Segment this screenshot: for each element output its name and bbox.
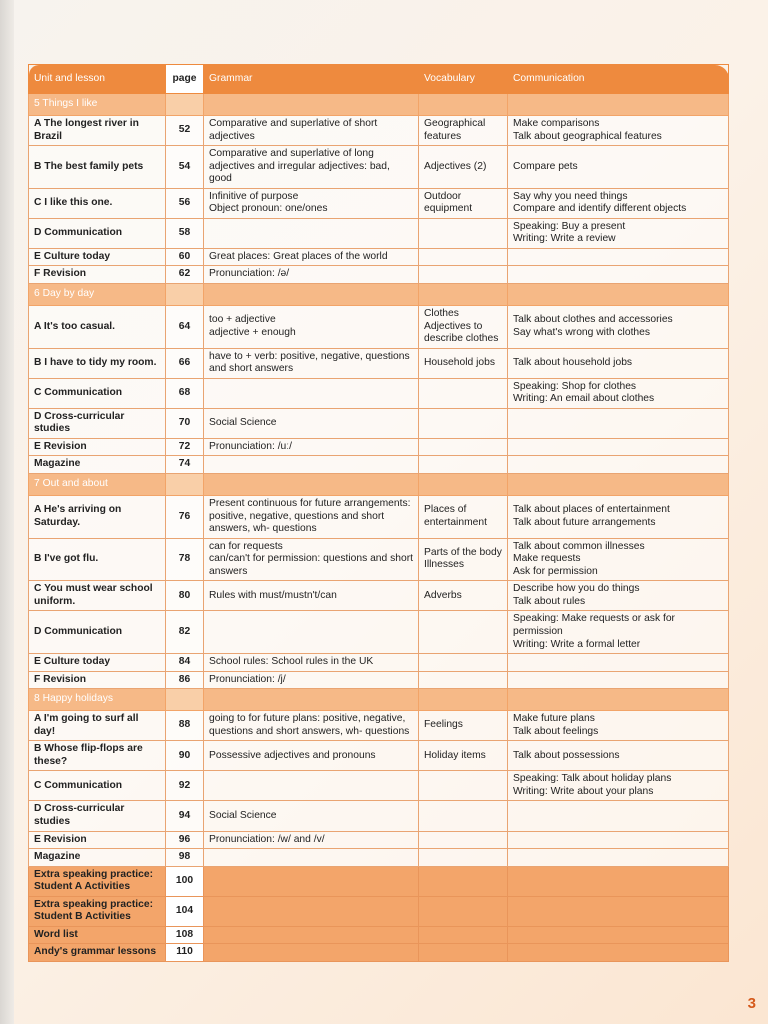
- cell-line: Writing: Write about your plans: [513, 785, 654, 797]
- lesson-row: [29, 378, 729, 408]
- lesson-vocabulary: [419, 188, 508, 218]
- lesson-vocabulary: [419, 496, 508, 539]
- section-blank-cell: [508, 94, 729, 116]
- lesson-grammar: [204, 671, 419, 689]
- lesson-communication: [508, 611, 729, 654]
- cell-line: adjective + enough: [209, 326, 296, 338]
- extra-page: 108: [166, 926, 204, 944]
- lesson-title: C Communication: [29, 378, 166, 408]
- section-blank-cell: [508, 284, 729, 306]
- extra-page: 110: [166, 944, 204, 962]
- lesson-grammar: [204, 456, 419, 474]
- lesson-communication: [508, 218, 729, 248]
- extra-blank-cell: [508, 944, 729, 962]
- lesson-grammar: [204, 711, 419, 741]
- cell-line: Ask for permission: [513, 565, 598, 577]
- lesson-row: [29, 771, 729, 801]
- lesson-page: 90: [166, 741, 204, 771]
- lesson-page: 88: [166, 711, 204, 741]
- extra-page: 100: [166, 866, 204, 896]
- lesson-communication: [508, 711, 729, 741]
- cell-line: Social Science: [209, 417, 277, 429]
- lesson-vocabulary: [419, 438, 508, 456]
- lesson-grammar: [204, 741, 419, 771]
- lesson-vocabulary: [419, 741, 508, 771]
- lesson-row: [29, 801, 729, 831]
- cell-line: Outdoor equipment: [424, 190, 473, 215]
- lesson-page: 56: [166, 188, 204, 218]
- lesson-row: [29, 116, 729, 146]
- lesson-page: 70: [166, 408, 204, 438]
- cell-line: Places of entertainment: [424, 504, 487, 528]
- lesson-vocabulary: [419, 581, 508, 611]
- lesson-row: [29, 831, 729, 849]
- header-communication: Communication: [508, 65, 729, 94]
- section-title: 5 Things I like: [29, 94, 166, 116]
- lesson-title: C I like this one.: [29, 188, 166, 218]
- lesson-row: [29, 188, 729, 218]
- lesson-row: [29, 438, 729, 456]
- lesson-communication: [508, 771, 729, 801]
- lesson-row: [29, 248, 729, 266]
- lesson-vocabulary: [419, 378, 508, 408]
- cell-line: Say what's wrong with clothes: [513, 326, 651, 338]
- cell-line: Clothes: [424, 308, 459, 320]
- lesson-vocabulary: [419, 611, 508, 654]
- cell-line: Present continuous for future arrangements: positive, negative, questions and short answers, wh- questions: [209, 498, 411, 535]
- cell-line: Pronunciation: /uː/: [209, 440, 292, 452]
- cell-line: Pronunciation: /w/ and /v/: [209, 833, 325, 845]
- lesson-grammar: [204, 496, 419, 539]
- lesson-grammar: [204, 248, 419, 266]
- lesson-title: E Revision: [29, 438, 166, 456]
- cell-line: Possessive adjectives and pronouns: [209, 749, 376, 761]
- lesson-grammar: [204, 188, 419, 218]
- extra-row: [29, 944, 729, 962]
- extra-blank-cell: [419, 866, 508, 896]
- cell-line: Talk about possessions: [513, 749, 620, 761]
- lesson-row: [29, 146, 729, 189]
- lesson-vocabulary: [419, 348, 508, 378]
- extra-blank-cell: [419, 926, 508, 944]
- lesson-communication: [508, 456, 729, 474]
- extra-blank-cell: [508, 896, 729, 926]
- extra-title: Word list: [29, 926, 166, 944]
- table-header-row: [29, 65, 729, 94]
- cell-line: Adverbs: [424, 589, 462, 601]
- cell-line: Social Science: [209, 809, 277, 821]
- cell-line: Talk about geographical features: [513, 130, 662, 142]
- lesson-grammar: [204, 306, 419, 349]
- lesson-grammar: [204, 218, 419, 248]
- cell-line: Rules with must/mustn't/can: [209, 589, 337, 601]
- lesson-communication: [508, 438, 729, 456]
- lesson-page: 64: [166, 306, 204, 349]
- lesson-row: [29, 408, 729, 438]
- lesson-page: 98: [166, 849, 204, 867]
- lesson-title: E Culture today: [29, 248, 166, 266]
- lesson-page: 68: [166, 378, 204, 408]
- lesson-title: E Revision: [29, 831, 166, 849]
- extra-row: [29, 866, 729, 896]
- lesson-page: 94: [166, 801, 204, 831]
- lesson-vocabulary: [419, 408, 508, 438]
- cell-line: Describe how you do things: [513, 583, 640, 595]
- lesson-communication: [508, 306, 729, 349]
- lesson-grammar: [204, 611, 419, 654]
- lesson-row: [29, 348, 729, 378]
- lesson-vocabulary: [419, 306, 508, 349]
- lesson-title: Magazine: [29, 849, 166, 867]
- cell-line: Writing: An email about clothes: [513, 393, 655, 405]
- lesson-row: [29, 218, 729, 248]
- lesson-communication: [508, 538, 729, 581]
- extra-blank-cell: [508, 866, 729, 896]
- section-header-row: [29, 689, 729, 711]
- cell-line: Make future plans: [513, 713, 595, 725]
- lesson-vocabulary: [419, 801, 508, 831]
- cell-line: Parts of the body: [424, 546, 502, 558]
- book-spine-shadow: [0, 0, 14, 1024]
- section-header-row: [29, 284, 729, 306]
- cell-line: Holiday items: [424, 749, 486, 761]
- lesson-title: D Cross-curricular studies: [29, 801, 166, 831]
- extra-page: 104: [166, 896, 204, 926]
- lesson-grammar: [204, 146, 419, 189]
- cell-line: Speaking: Talk about holiday plans: [513, 773, 672, 785]
- lesson-communication: [508, 581, 729, 611]
- lesson-title: B I've got flu.: [29, 538, 166, 581]
- lesson-row: [29, 581, 729, 611]
- header-unit: Unit and lesson: [29, 65, 166, 94]
- lesson-title: D Cross-curricular studies: [29, 408, 166, 438]
- extra-title: Andy's grammar lessons: [29, 944, 166, 962]
- cell-line: can for requests: [209, 540, 283, 552]
- extra-title: Extra speaking practice: Student A Activities: [29, 866, 166, 896]
- lesson-communication: [508, 378, 729, 408]
- cell-line: Infinitive of purpose: [209, 190, 299, 202]
- lesson-row: [29, 849, 729, 867]
- section-blank-cell: [204, 474, 419, 496]
- lesson-grammar: [204, 408, 419, 438]
- table-of-contents: [28, 64, 728, 962]
- section-blank-cell: [508, 474, 729, 496]
- cell-line: Say why you need things: [513, 190, 628, 202]
- lesson-page: 62: [166, 266, 204, 284]
- cell-line: Talk about common illnesses: [513, 540, 645, 552]
- section-blank-cell: [508, 689, 729, 711]
- extra-blank-cell: [204, 896, 419, 926]
- lesson-vocabulary: [419, 771, 508, 801]
- lesson-vocabulary: [419, 456, 508, 474]
- lesson-row: [29, 671, 729, 689]
- lesson-page: 96: [166, 831, 204, 849]
- cell-line: Talk about future arrangements: [513, 516, 656, 528]
- lesson-vocabulary: [419, 248, 508, 266]
- cell-line: Talk about feelings: [513, 725, 599, 737]
- lesson-page: 60: [166, 248, 204, 266]
- lesson-row: [29, 266, 729, 284]
- cell-line: Writing: Write a review: [513, 233, 616, 245]
- lesson-page: 66: [166, 348, 204, 378]
- extra-blank-cell: [204, 944, 419, 962]
- lesson-title: C You must wear school uniform.: [29, 581, 166, 611]
- cell-line: Illnesses: [424, 559, 465, 571]
- cell-line: Household jobs: [424, 356, 495, 368]
- lesson-communication: [508, 348, 729, 378]
- extra-blank-cell: [419, 944, 508, 962]
- lesson-grammar: [204, 116, 419, 146]
- cell-line: Talk about rules: [513, 595, 586, 607]
- section-header-row: [29, 474, 729, 496]
- lesson-title: E Culture today: [29, 654, 166, 672]
- lesson-grammar: [204, 849, 419, 867]
- lesson-row: [29, 306, 729, 349]
- lesson-grammar: [204, 348, 419, 378]
- header-vocabulary: Vocabulary: [419, 65, 508, 94]
- section-page-blank: [166, 689, 204, 711]
- cell-line: Compare pets: [513, 160, 578, 172]
- extra-blank-cell: [204, 926, 419, 944]
- lesson-communication: [508, 654, 729, 672]
- lesson-row: [29, 654, 729, 672]
- lesson-communication: [508, 188, 729, 218]
- extra-title: Extra speaking practice: Student B Activities: [29, 896, 166, 926]
- lesson-title: B The best family pets: [29, 146, 166, 189]
- section-blank-cell: [419, 474, 508, 496]
- cell-line: Pronunciation: /j/: [209, 673, 286, 685]
- cell-line: Comparative and superlative of short adjectives: [209, 118, 378, 142]
- lesson-title: Magazine: [29, 456, 166, 474]
- contents-table: [28, 64, 729, 962]
- lesson-grammar: [204, 266, 419, 284]
- lesson-grammar: [204, 538, 419, 581]
- lesson-page: 80: [166, 581, 204, 611]
- lesson-page: 86: [166, 671, 204, 689]
- extra-row: [29, 896, 729, 926]
- cell-line: Talk about household jobs: [513, 356, 633, 368]
- cell-line: Adjectives to describe clothes: [424, 320, 499, 345]
- lesson-page: 92: [166, 771, 204, 801]
- lesson-grammar: [204, 581, 419, 611]
- lesson-page: 72: [166, 438, 204, 456]
- lesson-vocabulary: [419, 218, 508, 248]
- lesson-row: [29, 611, 729, 654]
- extra-blank-cell: [204, 866, 419, 896]
- lesson-communication: [508, 408, 729, 438]
- section-title: 8 Happy holidays: [29, 689, 166, 711]
- cell-line: have to + verb: positive, negative, questions and short answers: [209, 350, 410, 375]
- lesson-vocabulary: [419, 831, 508, 849]
- lesson-page: 82: [166, 611, 204, 654]
- cell-line: Speaking: Shop for clothes: [513, 380, 637, 392]
- section-title: 6 Day by day: [29, 284, 166, 306]
- lesson-vocabulary: [419, 849, 508, 867]
- lesson-title: D Communication: [29, 611, 166, 654]
- cell-line: Talk about clothes and accessories: [513, 314, 673, 326]
- lesson-page: 78: [166, 538, 204, 581]
- section-blank-cell: [204, 94, 419, 116]
- lesson-row: [29, 456, 729, 474]
- cell-line: can/can't for permission: questions and short answers: [209, 553, 414, 577]
- section-title: 7 Out and about: [29, 474, 166, 496]
- lesson-communication: [508, 801, 729, 831]
- lesson-grammar: [204, 831, 419, 849]
- section-blank-cell: [419, 94, 508, 116]
- lesson-title: A He's arriving on Saturday.: [29, 496, 166, 539]
- cell-line: Make requests: [513, 553, 581, 565]
- cell-line: Compare and identify different objects: [513, 203, 687, 215]
- lesson-communication: [508, 849, 729, 867]
- lesson-communication: [508, 146, 729, 189]
- cell-line: going to for future plans: positive, negative, questions and short answers, wh- questions: [209, 713, 410, 737]
- lesson-page: 74: [166, 456, 204, 474]
- cell-line: too + adjective: [209, 314, 276, 326]
- cell-line: Make comparisons: [513, 118, 600, 129]
- cell-line: Writing: Write a formal letter: [513, 638, 641, 650]
- lesson-communication: [508, 116, 729, 146]
- lesson-title: A I'm going to surf all day!: [29, 711, 166, 741]
- cell-line: Great places: Great places of the world: [209, 250, 388, 262]
- lesson-communication: [508, 671, 729, 689]
- lesson-vocabulary: [419, 711, 508, 741]
- lesson-vocabulary: [419, 671, 508, 689]
- lesson-vocabulary: [419, 116, 508, 146]
- lesson-row: [29, 741, 729, 771]
- lesson-title: B Whose flip-flops are these?: [29, 741, 166, 771]
- lesson-grammar: [204, 438, 419, 456]
- section-page-blank: [166, 94, 204, 116]
- section-page-blank: [166, 284, 204, 306]
- cell-line: Speaking: Make requests or ask for permission: [513, 613, 675, 637]
- lesson-page: 84: [166, 654, 204, 672]
- cell-line: Object pronoun: one/ones: [209, 203, 328, 215]
- lesson-vocabulary: [419, 146, 508, 189]
- lesson-communication: [508, 248, 729, 266]
- header-page: page: [166, 65, 204, 94]
- cell-line: Speaking: Buy a present: [513, 220, 626, 232]
- section-blank-cell: [419, 284, 508, 306]
- lesson-title: F Revision: [29, 266, 166, 284]
- lesson-vocabulary: [419, 266, 508, 284]
- lesson-vocabulary: [419, 654, 508, 672]
- lesson-title: B I have to tidy my room.: [29, 348, 166, 378]
- lesson-page: 52: [166, 116, 204, 146]
- section-blank-cell: [419, 689, 508, 711]
- lesson-title: F Revision: [29, 671, 166, 689]
- lesson-communication: [508, 496, 729, 539]
- lesson-grammar: [204, 654, 419, 672]
- section-blank-cell: [204, 284, 419, 306]
- lesson-grammar: [204, 801, 419, 831]
- lesson-row: [29, 711, 729, 741]
- lesson-vocabulary: [419, 538, 508, 581]
- extra-blank-cell: [419, 896, 508, 926]
- lesson-communication: [508, 831, 729, 849]
- lesson-page: 58: [166, 218, 204, 248]
- lesson-grammar: [204, 378, 419, 408]
- lesson-row: [29, 496, 729, 539]
- lesson-communication: [508, 266, 729, 284]
- header-grammar: Grammar: [204, 65, 419, 94]
- lesson-page: 76: [166, 496, 204, 539]
- lesson-page: 54: [166, 146, 204, 189]
- lesson-title: C Communication: [29, 771, 166, 801]
- cell-line: Comparative and superlative of long adjectives and irregular adjectives: bad, good: [209, 148, 390, 185]
- cell-line: School rules: School rules in the UK: [209, 656, 374, 668]
- lesson-row: [29, 538, 729, 581]
- section-header-row: [29, 94, 729, 116]
- page-number: 3: [747, 995, 756, 1012]
- lesson-communication: [508, 741, 729, 771]
- section-blank-cell: [204, 689, 419, 711]
- extra-row: [29, 926, 729, 944]
- extra-blank-cell: [508, 926, 729, 944]
- lesson-grammar: [204, 771, 419, 801]
- cell-line: Adjectives (2): [424, 160, 487, 172]
- section-page-blank: [166, 474, 204, 496]
- lesson-title: A The longest river in Brazil: [29, 116, 166, 146]
- cell-line: Pronunciation: /ə/: [209, 268, 290, 280]
- lesson-title: A It's too casual.: [29, 306, 166, 349]
- lesson-title: D Communication: [29, 218, 166, 248]
- cell-line: Talk about places of entertainment: [513, 504, 670, 516]
- cell-line: Feelings: [424, 719, 463, 731]
- cell-line: Geographical features: [424, 118, 486, 142]
